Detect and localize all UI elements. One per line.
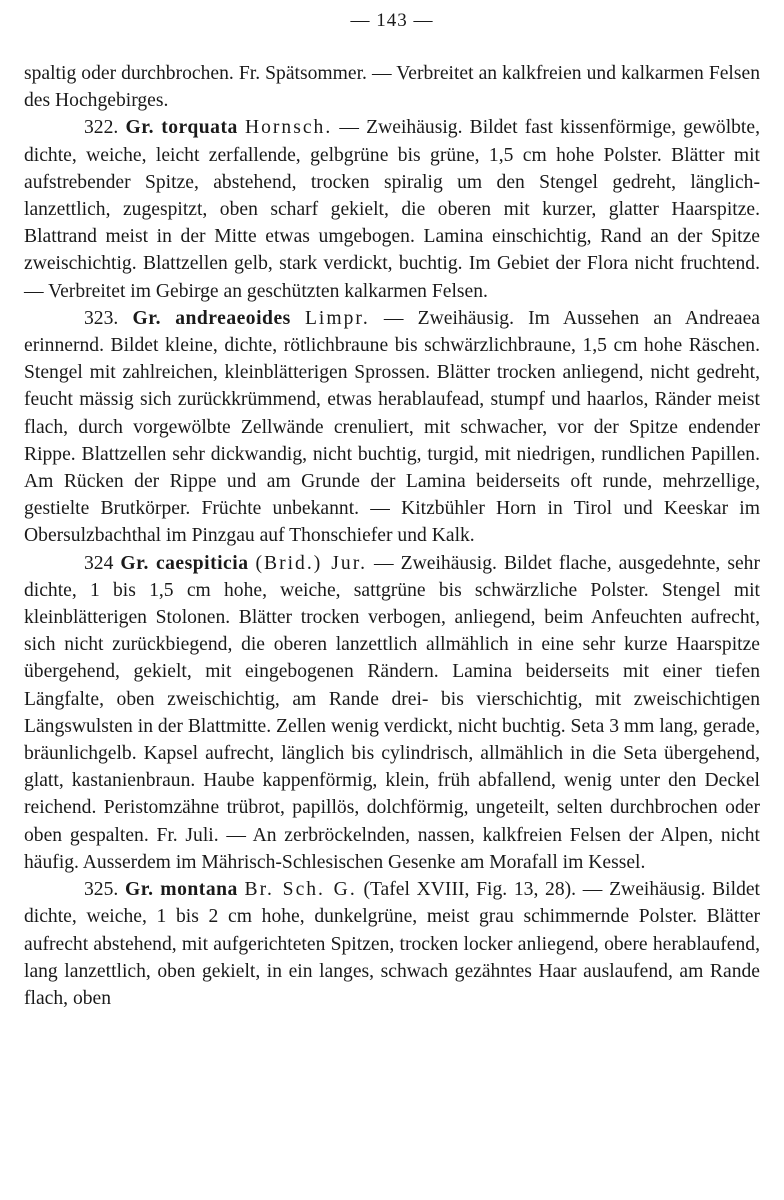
genus-abbrev: Gr. bbox=[125, 117, 155, 139]
species-entry-323 bbox=[24, 305, 760, 550]
author-citation: (Brid.) Jur. bbox=[255, 552, 368, 574]
genus-abbrev: Gr. bbox=[125, 879, 154, 901]
entry-number: 325. bbox=[84, 879, 119, 901]
entry-description: — Zweihäusig. Bildet flache, ausgedehnte, sehr dichte, 1 bis 1,5 cm hohe, weiche, sattgrüne bis schwärzliche Polster. Stengel mit kleinblätterigen Stolonen. Blätter trocken verbogen, anliegend, beim Anfeuchten aufrecht, sich nicht zurückbiegend, die oberen lanzettlich allmählich in eine sehr kurze Haarspitze übergehend, gekielt, mit eingebogenen Rändern. Lamina beiderseits mit einer tiefen Längfalte, oben zweischichtig, am Rande drei- bis vierschichtig, mit zweischichtigen Längswulsten in der Blattmitte. Zellen wenig verdickt, nicht buchtig. Seta 3 mm lang, gerade, bräunlichgelb. Kapsel aufrecht, länglich bis cylindrisch, allmählich in die Seta übergehend, glatt, kastanienbraun. Haube kappenförmig, klein, früh abfallend, wenig unter den Deckel reichend. Peristomzähne trübrot, papillös, dolchförmig, ungeteilt, selten durchbrochen oder oben gespalten. Fr. Juli. — An zerbröckelnden, nassen, kalkfreien Felsen der Alpen, nicht häufig. Ausserdem im Mährisch-Schlesischen Gesenke am Morafall im Kessel. bbox=[24, 552, 760, 873]
entry-description: — Zweihäusig. Im Aussehen an Andreaea erinnernd. Bildet kleine, dichte, rötlichbraune bis schwärzlichbraune, 1,5 cm hohe Räschen. Stengel mit zahlreichen, kleinblätterigen Sprossen. Blätter trocken anliegend, nicht gedreht, feucht mässig sich zurückkrümmend, etwas herablaufead, stumpf und haarlos, Ränder meist flach, durch vorgewölbte Zellwände crenuliert, mit schwacher, vor der Spitze endender Rippe. Blattzellen sehr dickwandig, nicht buchtig, turgid, mit niedrigen, rundlichen Papillen. Am Rücken der Rippe und am Grunde der Lamina beiderseits oft runde, mehrzellige, gestielte Brutkörper. Früchte unbekannt. — Kitzbühler Horn in Tirol und Keeskar im Obersulzbachthal im Pinzgau auf Thonschiefer und Kalk. bbox=[24, 307, 760, 547]
species-name: caespiticia bbox=[155, 552, 249, 574]
entry-number: 322. bbox=[84, 117, 119, 139]
genus-abbrev: Gr. bbox=[132, 307, 162, 329]
author-citation: Limpr. bbox=[304, 307, 370, 329]
author-citation: Hornsch. bbox=[244, 117, 333, 139]
entry-description: (Tafel XVIII, Fig. 13, 28). — Zweihäusig. Bildet dichte, weiche, 1 bis 2 cm hohe, dunkelgrüne, meist grau schimmernde Polster. Blätter aufrecht abstehend, mit aufgerichteten Spitzen, trocken locker anliegend, obere herablaufend, lang lanzettlich, oben gekielt, in ein langes, schwach gezähntes Haar auslaufend, am Rande flach, oben bbox=[24, 879, 761, 1009]
page-body bbox=[24, 60, 760, 1012]
entry-number: 323. bbox=[84, 307, 119, 329]
species-entry-325 bbox=[24, 876, 760, 1012]
author-citation: Br. Sch. G. bbox=[244, 879, 357, 901]
page-number: — 143 — bbox=[350, 10, 434, 31]
entry-number: 324 bbox=[84, 552, 114, 574]
species-name: montana bbox=[160, 879, 238, 901]
species-entry-324 bbox=[24, 550, 760, 876]
entry-description: — Zweihäusig. Bildet fast kissenförmige, gewölbte, dichte, weiche, leicht zerfallende, gelbgrüne bis grüne, 1,5 cm hohe Polster. Blätter mit aufstrebender Spitze, abstehend, trocken spiralig um den Stengel gedreht, länglich-lanzettlich, zugespitzt, oben scharf gekielt, die oberen mit kurzer, glatter Haarspitze. Blattrand meist in der Mitte etwas umgebogen. Lamina einschichtig, Rand an der Spitze zweischichtig. Blattzellen gelb, stark verdickt, buchtig. Im Gebiet der Flora nicht fruchtend. — Verbreitet im Gebirge an geschützten kalkarmen Felsen. bbox=[24, 117, 760, 302]
species-name: torquata bbox=[161, 117, 238, 139]
genus-abbrev: Gr. bbox=[120, 552, 149, 574]
species-name: andreaeoides bbox=[175, 307, 291, 329]
continuation-paragraph: spaltig oder durchbrochen. Fr. Spätsommer. — Verbreitet an kalkfreien und kalkarmen Felsen des Hochgebirges. bbox=[24, 63, 760, 112]
species-entry-322 bbox=[24, 114, 760, 304]
